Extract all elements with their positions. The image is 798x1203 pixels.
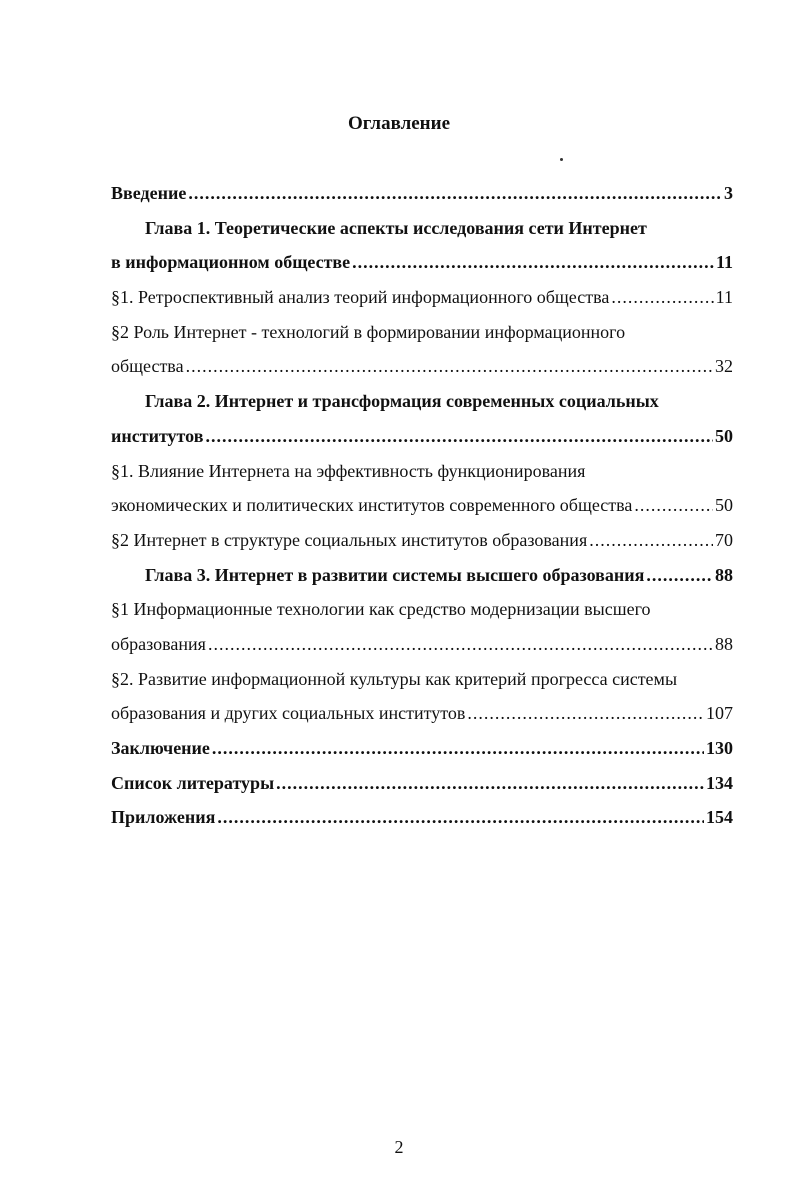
dot-leader	[186, 349, 713, 384]
toc-entry-page: 154	[706, 807, 733, 828]
dot-leader	[208, 627, 713, 662]
dot-leader	[188, 176, 722, 211]
toc-entry-text: Глава 1. Теоретические аспекты исследования сети Интернет	[145, 217, 647, 238]
toc-entry-text: в информационном обществе	[111, 252, 351, 273]
toc-entry-section-2-2[interactable]	[111, 523, 733, 558]
toc-entry-page: 32	[715, 356, 733, 377]
dot-leader	[467, 696, 704, 731]
toc-entry-chapter-2[interactable]	[111, 419, 733, 454]
dot-leader	[352, 245, 714, 280]
toc-entry-text: экономических и политических институтов современного общества	[111, 495, 633, 516]
dot-leader	[217, 800, 704, 835]
page-title: Оглавление	[347, 113, 451, 134]
toc-entry-text: §2 Интернет в структуре социальных институтов образования	[111, 529, 588, 550]
toc-entry-references[interactable]	[111, 766, 733, 801]
toc-entry-text: Введение	[111, 183, 187, 203]
dot-leader	[634, 488, 713, 523]
toc-entry-section-2-1-heading[interactable]	[111, 454, 733, 489]
toc-entry-page: 50	[715, 425, 733, 446]
toc-entry-section-1-2-heading[interactable]	[111, 315, 733, 350]
toc-entry-text: Приложения	[111, 807, 216, 828]
toc-entry-page: 130	[706, 738, 733, 758]
dot-leader	[589, 523, 713, 558]
toc-entry-page: 11	[715, 287, 733, 308]
toc-entry-text: образования	[111, 633, 206, 654]
toc-entry-section-3-2[interactable]	[111, 696, 733, 731]
toc-entry-section-2-1[interactable]	[111, 488, 733, 523]
dot-leader	[646, 558, 713, 593]
toc-entry-text: §1 Информационные технологии как средство модернизации высшего	[111, 599, 651, 620]
toc-entry-text: §1. Ретроспективный анализ теорий информационного общества	[111, 287, 610, 308]
toc-entry-chapter-2-heading[interactable]	[111, 384, 733, 419]
page-number: 2	[394, 1137, 404, 1157]
toc-entry-text: образования и других социальных институтов	[111, 703, 466, 724]
toc-entry-page: 88	[715, 633, 733, 654]
toc-entry-section-1-1[interactable]	[111, 280, 733, 315]
toc-entry-text: §2. Развитие информационной культуры как критерий прогресса системы	[111, 668, 678, 689]
toc-entry-page: 107	[706, 703, 733, 724]
toc-entry-page: 11	[715, 252, 733, 273]
toc-entry-appendices[interactable]	[111, 800, 733, 835]
toc-entry-conclusion[interactable]	[111, 731, 733, 766]
toc-entry-section-3-1[interactable]	[111, 627, 733, 662]
toc-entry-text: институтов	[111, 425, 204, 446]
toc-entry-text: §2 Роль Интернет - технологий в формировании информационного	[111, 321, 626, 342]
dot-leader	[276, 766, 704, 801]
toc-entry-page: 70	[715, 529, 733, 550]
toc-entry-page: 134	[706, 772, 733, 793]
dot-leader	[212, 731, 704, 766]
toc-entry-introduction[interactable]	[111, 176, 733, 211]
toc-entry-section-3-1-heading[interactable]	[111, 592, 733, 627]
toc-entry-section-3-2-heading[interactable]	[111, 662, 733, 697]
toc-entry-page: 88	[715, 564, 733, 585]
toc-entry-page: 3	[724, 183, 733, 203]
toc-entry-text: Глава 2. Интернет и трансформация современных социальных	[145, 391, 659, 412]
toc-entry-text: Заключение	[111, 738, 210, 758]
stray-mark	[560, 158, 563, 161]
toc-entry-text: Глава 3. Интернет в развитии системы высшего образования	[145, 564, 645, 585]
toc-entry-chapter-1-heading[interactable]	[111, 211, 733, 246]
toc-entry-text: общества	[111, 356, 184, 377]
toc-entry-section-1-2[interactable]	[111, 349, 733, 384]
table-of-contents	[111, 176, 733, 835]
toc-entry-page: 50	[715, 495, 733, 516]
toc-entry-chapter-3[interactable]	[111, 558, 733, 593]
dot-leader	[611, 280, 713, 315]
toc-entry-chapter-1[interactable]	[111, 245, 733, 280]
toc-entry-text: Список литературы	[111, 772, 275, 793]
toc-entry-text: §1. Влияние Интернета на эффективность функционирования	[111, 460, 586, 481]
dot-leader	[205, 419, 713, 454]
